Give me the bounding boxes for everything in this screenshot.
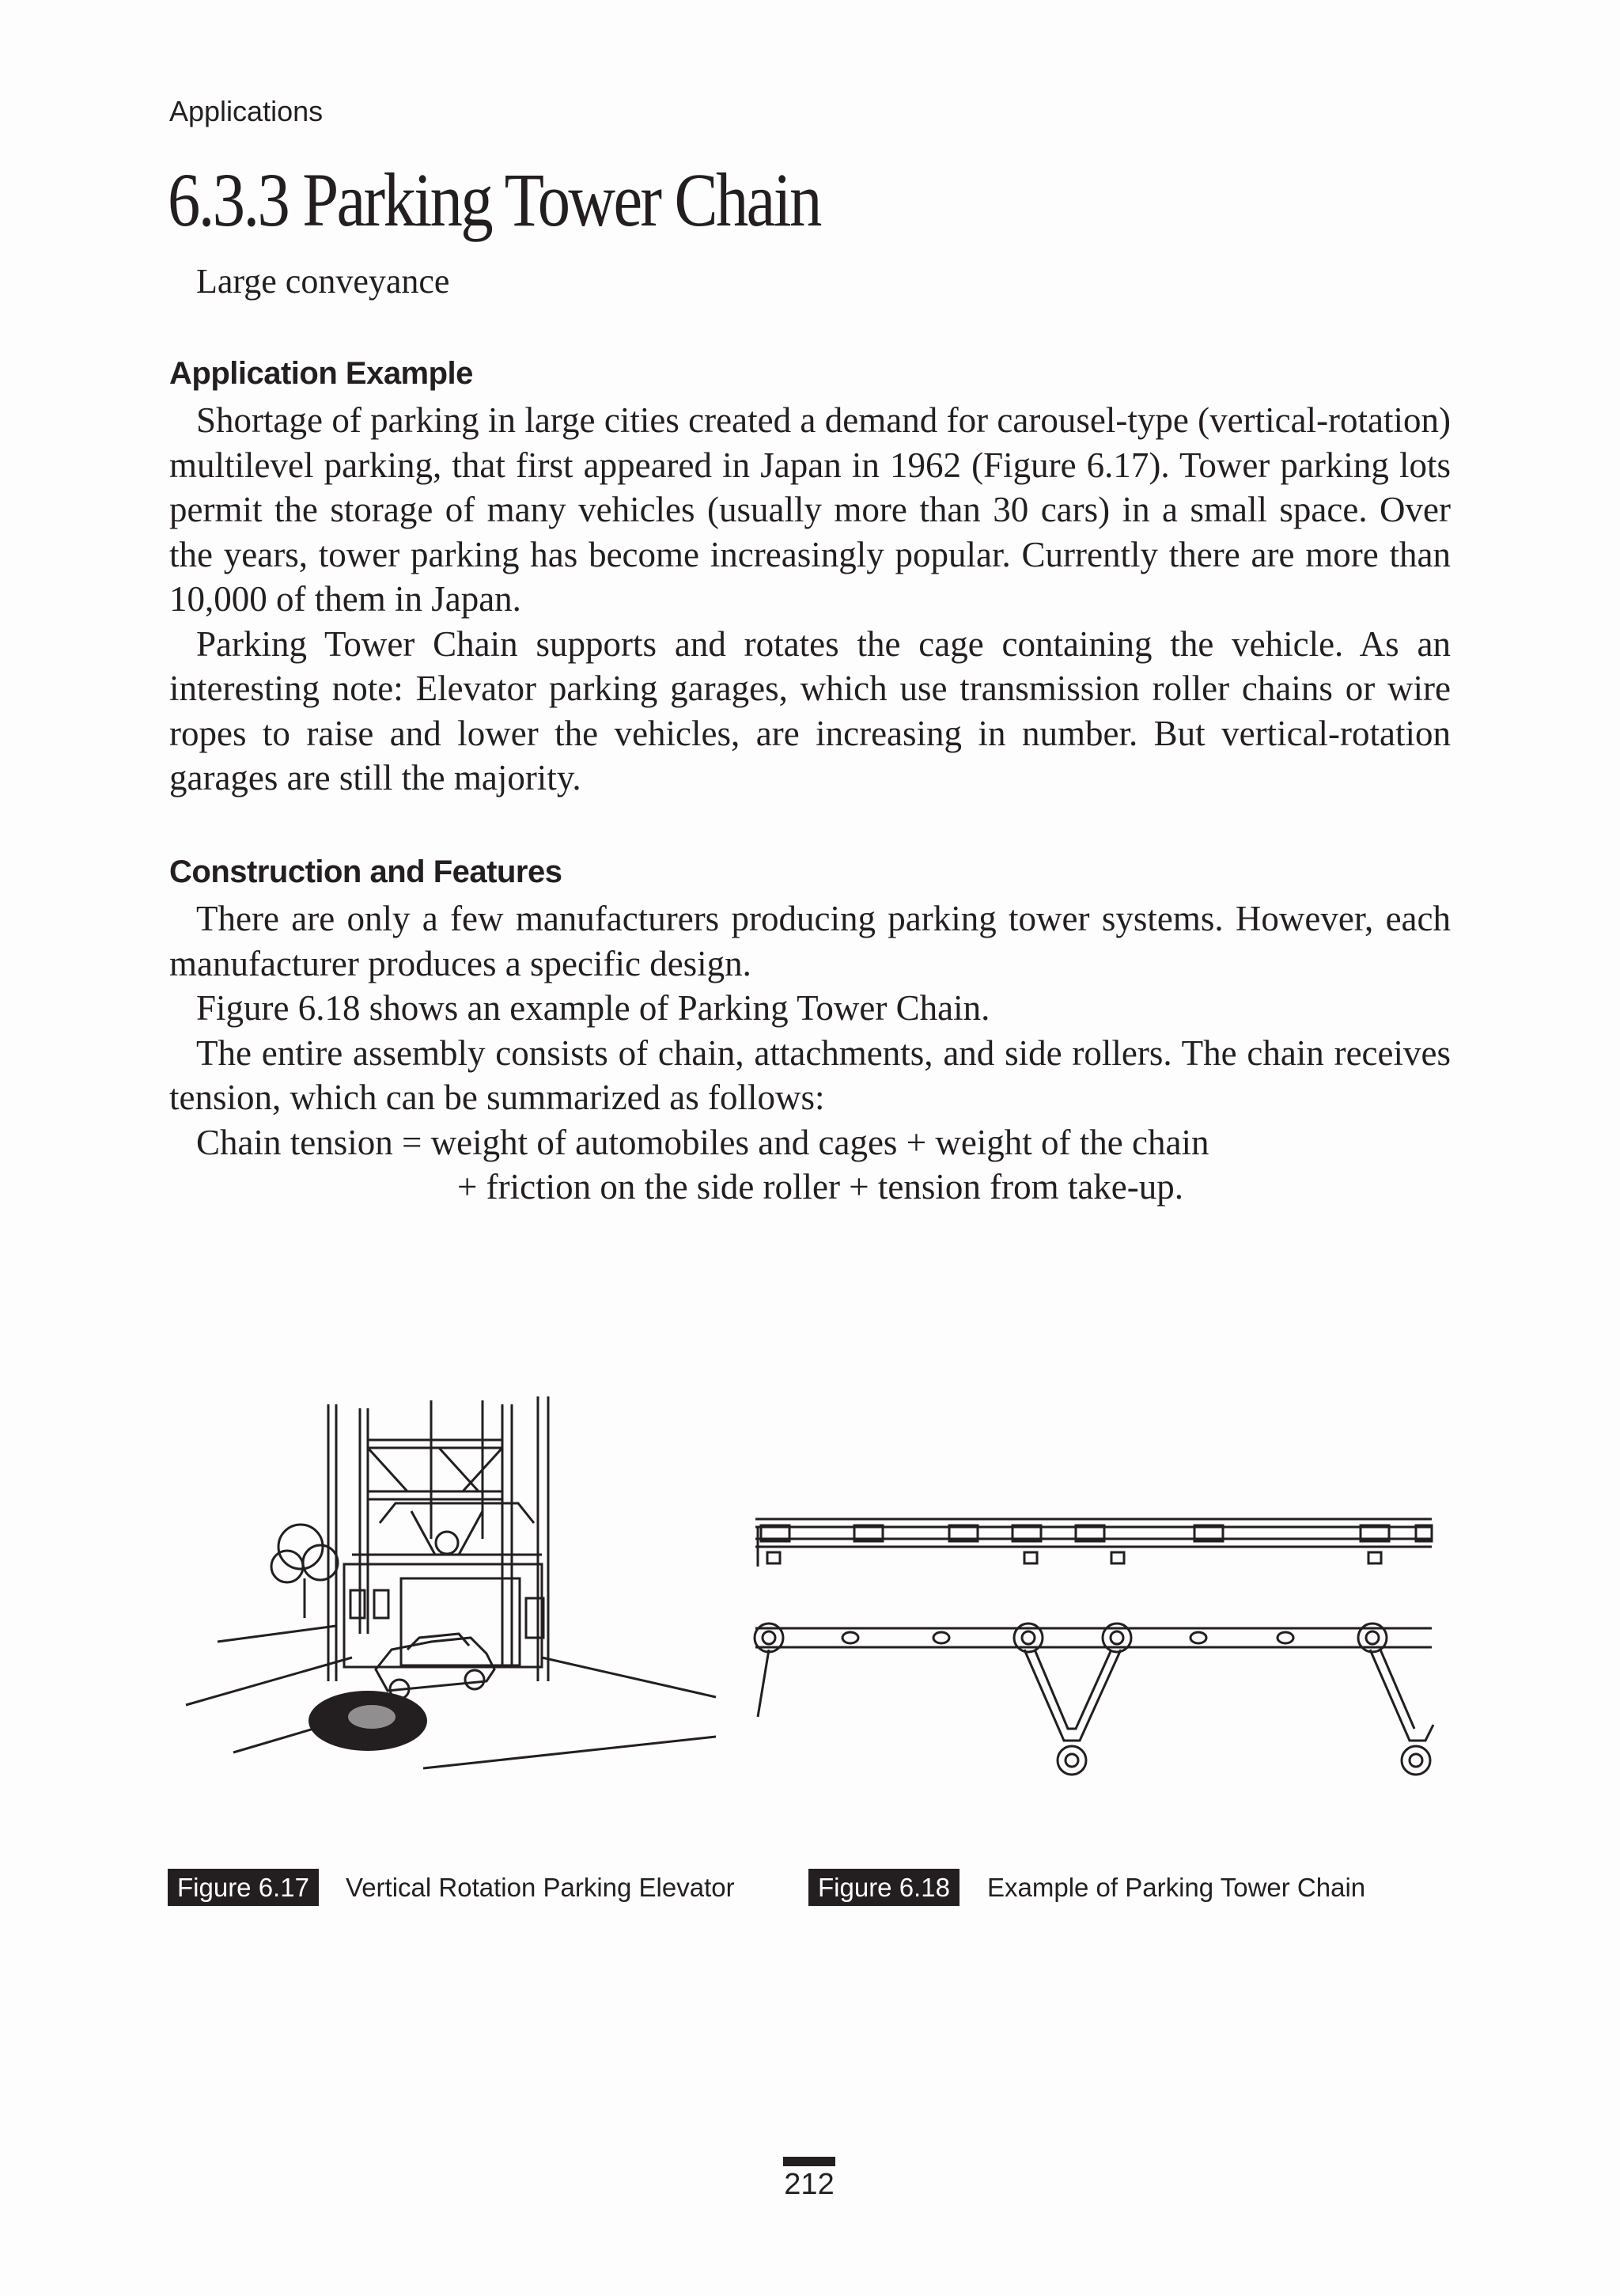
page-number: 212 [784,2168,835,2201]
construction-body [169,896,1451,1210]
construction-paragraph-1: There are only a few manufacturers producing parking tower systems. However, each manufacturer produces a specific design. [169,899,1451,983]
section-title: 6.3.3 Parking Tower Chain [168,157,820,242]
tension-equation-line-1: Chain tension = weight of automobiles and cages + weight of the chain [196,1122,1209,1162]
application-example-paragraph-2: Parking Tower Chain supports and rotates the cage containing the vehicle. As an interesting note: Elevator parking garages, which use transmission roller chains or wire ropes to raise and lower the vehicles, are increasing in number. But vertical-rotation garages are still the majority. [169,623,1451,798]
page-number-bar [783,2157,835,2166]
parking-elevator-illustration [170,1396,724,1804]
section-subtitle: Large conveyance [196,262,450,301]
tension-equation-line-2: + friction on the side roller + tension from take-up. [457,1167,1184,1207]
construction-paragraph-2: Figure 6.18 shows an example of Parking Tower Chain. [196,988,990,1028]
figure-6-17-caption: Vertical Rotation Parking Elevator [346,1873,735,1902]
application-example-heading: Application Example [169,356,473,391]
running-head: Applications [169,95,324,127]
figure-6-18-caption: Example of Parking Tower Chain [987,1873,1366,1902]
application-example-paragraph-1: Shortage of parking in large cities created a demand for carousel-type (vertical-rotation) multilevel parking, that first appeared in Japan in 1962 (Figure 6.17). Tower parking lots permit the storage of many vehicles (usually more than 30 cars) in a small space. Over the years, tower parking has become increasingly popular. Currently there are more than 10,000 of them in Japan. [169,400,1451,619]
construction-paragraph-3: The entire assembly consists of chain, attachments, and side rollers. The chain receives tension, which can be summarized as follows: [169,1032,1451,1117]
figure-6-18-label: Figure 6.18 [808,1869,960,1906]
figure-6-17-label: Figure 6.17 [168,1869,319,1906]
parking-tower-chain-drawing [751,1503,1438,1780]
construction-heading: Construction and Features [169,854,562,889]
application-example-body [169,398,1451,801]
